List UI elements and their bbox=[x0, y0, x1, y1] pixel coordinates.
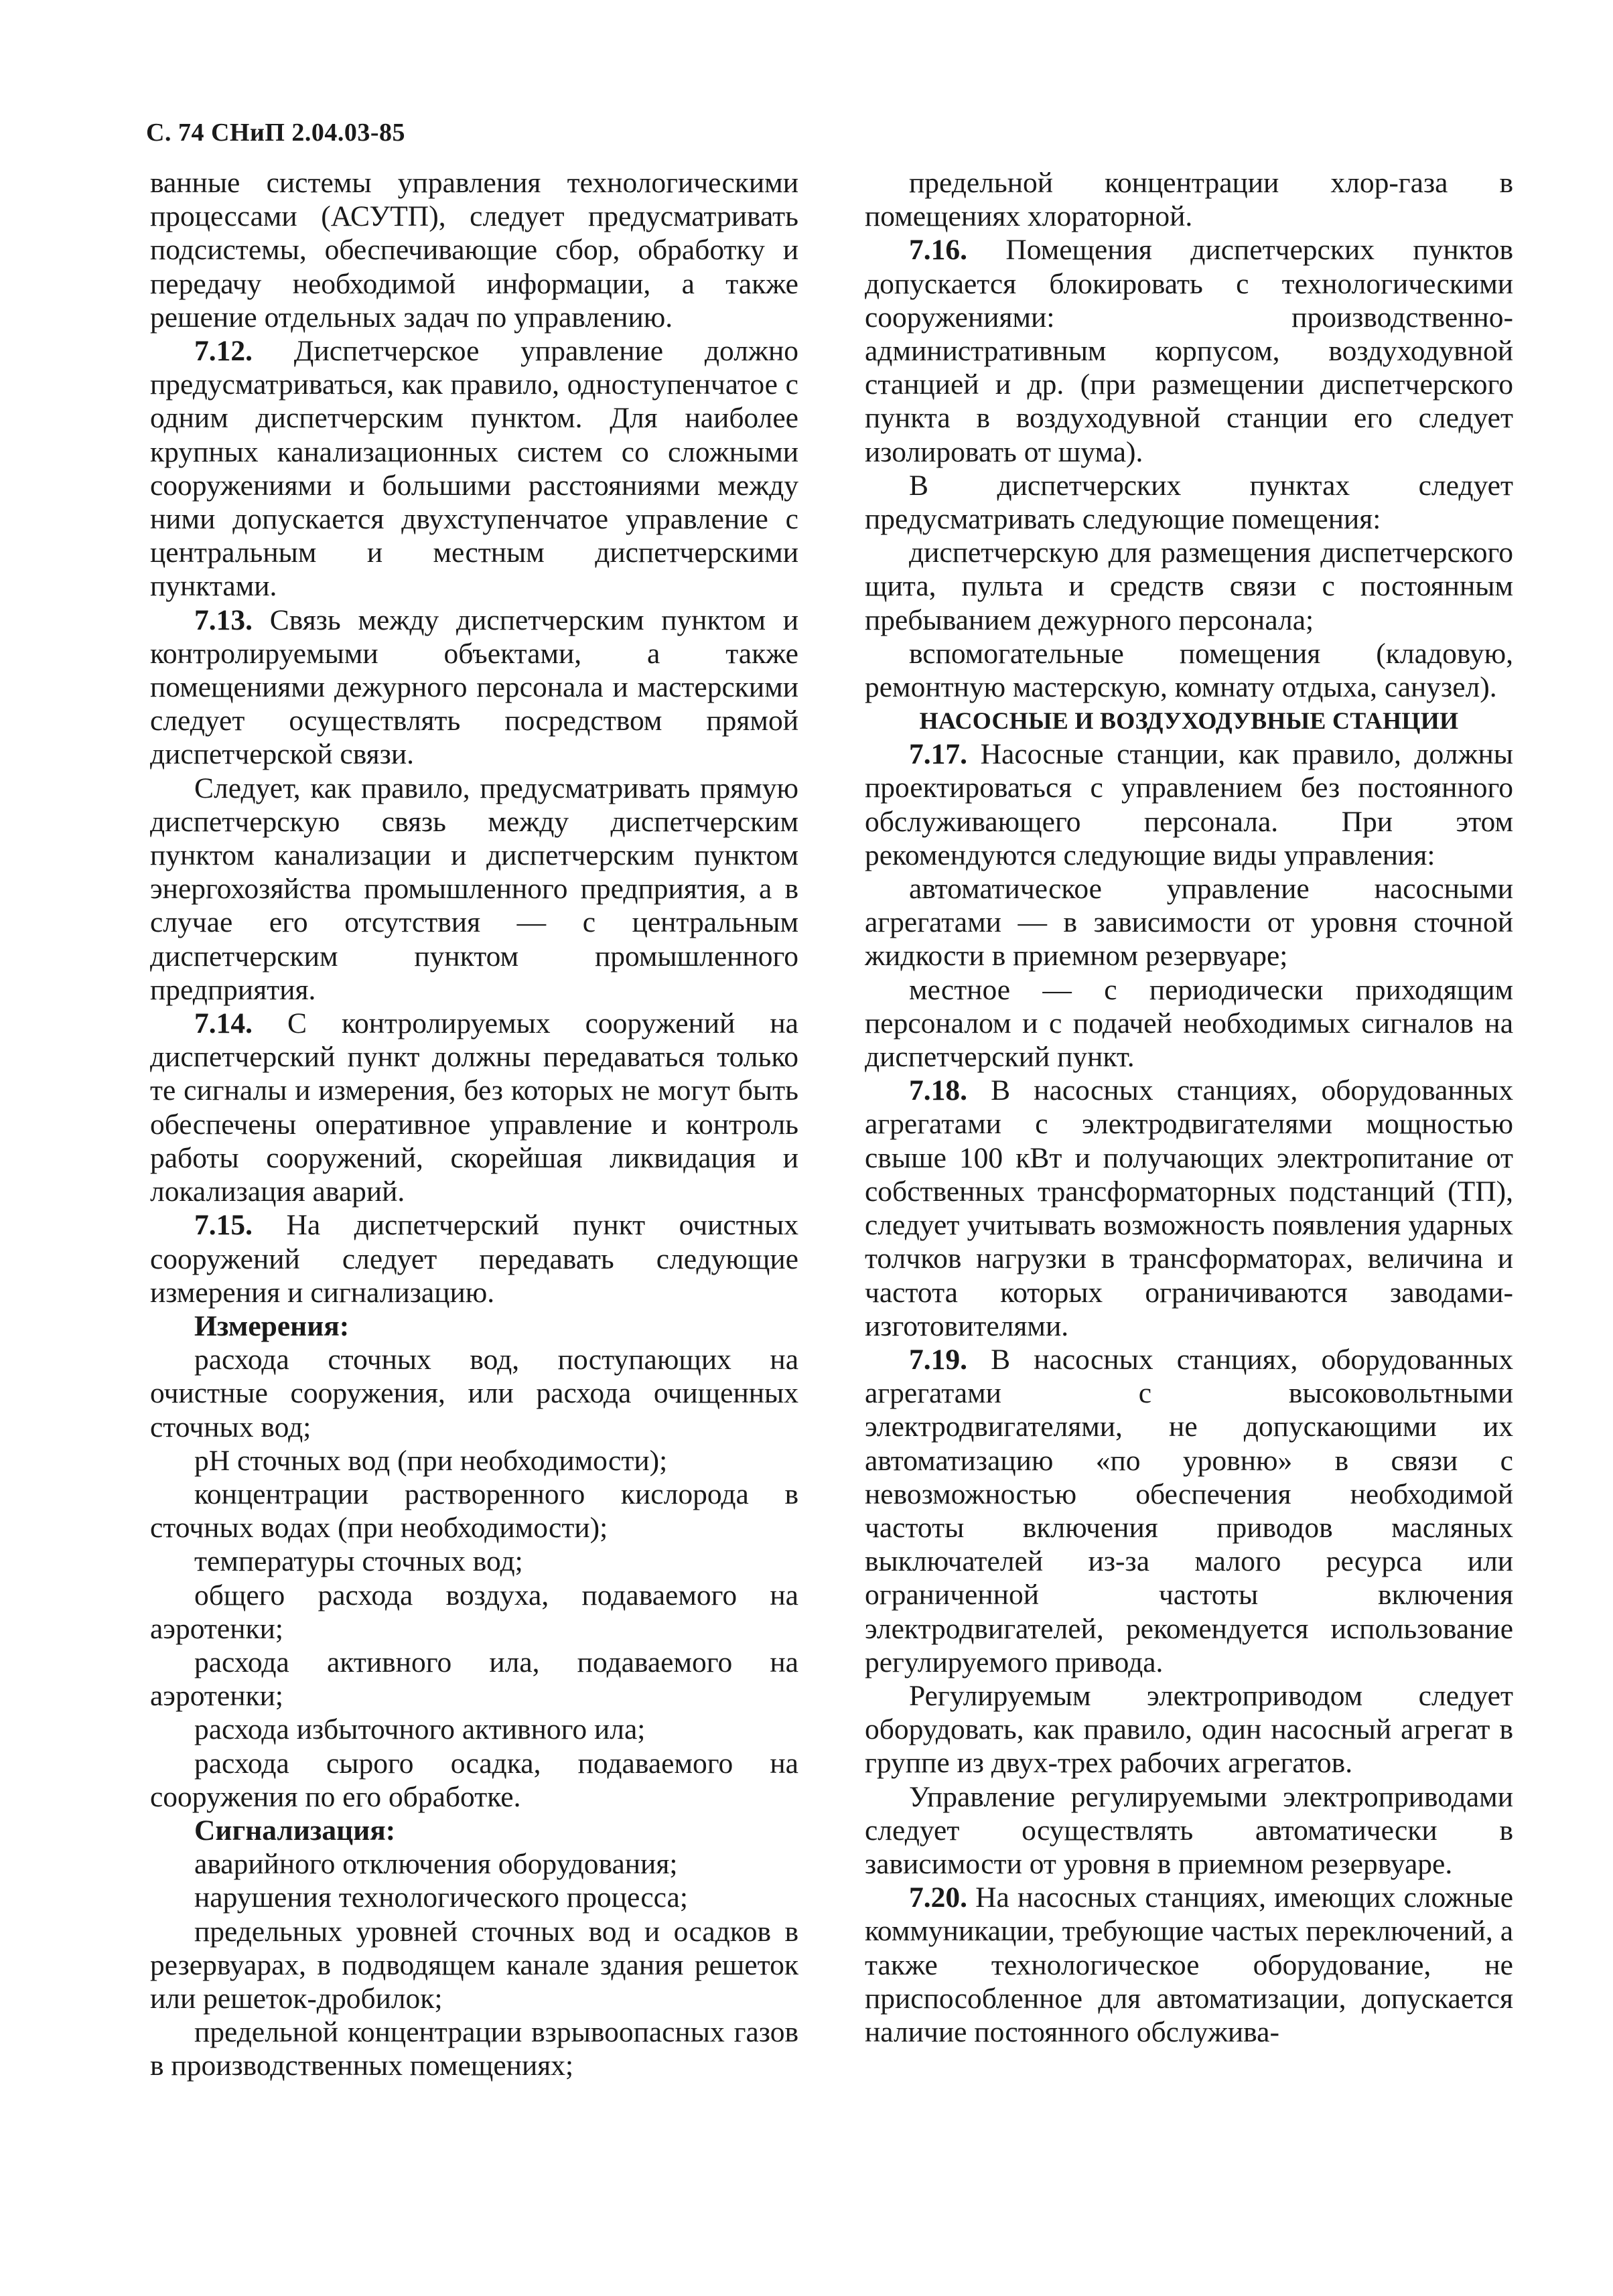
list-item: автоматическое управление насосными агрегатами — в зависимости от уровня сточной жидкости в приемном резервуаре; bbox=[865, 873, 1513, 973]
clause-text: В насосных станциях, оборудованных агрегатами с электродвигателями мощностью свыше 100 кВт и получающих электропитание от собственных трансформаторных подстанций (ТП), следует учитывать возможность появления ударных толчков нагрузки в трансформаторах, величина и частота которых ограничиваются заводами-изготовителями. bbox=[865, 1074, 1513, 1342]
list-item: расхода избыточного активного ила; bbox=[194, 1713, 646, 1746]
clause-text: С контролируемых сооружений на диспетчерский пункт должны передаваться только те сигналы и измерения, без которых не могут быть обеспечены оперативное управление и контроль работы сооружений, скорейшая ликвидация и локализация аварий. bbox=[150, 1007, 798, 1208]
continued-paragraph: предельной концентрации хлор-газа в помещениях хлораторной. bbox=[865, 167, 1513, 233]
clause-text: Насосные станции, как правило, должны проектироваться с управлением без постоянного обслуживающего персонала. При этом рекомендуются следующие виды управления: bbox=[865, 738, 1513, 871]
clause-7-16 bbox=[865, 233, 1513, 468]
clause-number: 7.12. bbox=[194, 335, 253, 368]
list-item: концентрации растворенного кислорода в сточных водах (при необходимости); bbox=[150, 1478, 798, 1545]
clause-text: Диспетчерское управление должно предусматриваться, как правило, одноступенчатое с одним диспетчерским пунктом. Для наиболее крупных канализационных систем со сложными сооружениями и большими расстояниями между ними допускается двухступенчатое управление с центральным и местным диспетчерскими пунктами. bbox=[150, 335, 798, 603]
clause-number: 7.13. bbox=[194, 603, 253, 636]
clause-7-20 bbox=[865, 1881, 1513, 2049]
section-heading: НАСОСНЫЕ И ВОЗДУХОДУВНЫЕ СТАНЦИИ bbox=[919, 707, 1459, 735]
signals-label: Сигнализация: bbox=[194, 1814, 396, 1847]
clause-7-15 bbox=[150, 1208, 798, 1309]
list-item: диспетчерскую для размещения диспетчерского щита, пульта и средств связи с постоянным пребыванием дежурного персонала; bbox=[865, 536, 1513, 636]
clause-7-13 bbox=[150, 603, 798, 772]
list-item: расхода сточных вод, поступающих на очистные сооружения, или расхода очищенных сточных вод; bbox=[150, 1344, 798, 1443]
clause-7-19 bbox=[865, 1343, 1513, 1679]
clause-number: 7.17. bbox=[909, 738, 967, 771]
page-header: С. 74 СНиП 2.04.03-85 bbox=[146, 119, 406, 147]
clause-7-12 bbox=[150, 334, 798, 603]
continued-paragraph: ванные системы управления технологическими процессами (АСУТП), следует предусматривать подсистемы, обеспечивающие сбор, обработку и передачу необходимой информации, а также решение отдельных задач по управлению. bbox=[150, 167, 798, 334]
list-item: общего расхода воздуха, подаваемого на аэротенки; bbox=[150, 1579, 798, 1645]
paragraph: Регулируемым электроприводом следует оборудовать, как правило, один насосный агрегат в группе из двух-трех рабочих агрегатов. bbox=[865, 1679, 1513, 1780]
clause-number: 7.18. bbox=[909, 1074, 967, 1107]
paragraph: Следует, как правило, предусматривать прямую диспетчерскую связь между диспетчерским пунктом канализации и диспетчерским пунктом энергохозяйства промышленного предприятия, а в случае его отсутствия — с центральным диспетчерским пунктом промышленного предприятия. bbox=[150, 772, 798, 1006]
clause-number: 7.16. bbox=[909, 234, 967, 267]
paragraph: В диспетчерских пунктах следует предусматривать следующие помещения: bbox=[865, 469, 1513, 536]
list-item: pH сточных вод (при необходимости); bbox=[194, 1444, 668, 1477]
list-item: аварийного отключения оборудования; bbox=[194, 1848, 678, 1881]
list-item: предельных уровней сточных вод и осадков в резервуарах, в подводящем канале здания решеток или решеток-дробилок; bbox=[150, 1915, 798, 2015]
list-item: местное — с периодически приходящим персоналом и с подачей необходимых сигналов на диспетчерский пункт. bbox=[865, 973, 1513, 1074]
list-item: нарушения технологического процесса; bbox=[194, 1881, 688, 1914]
list-item: вспомогательные помещения (кладовую, ремонтную мастерскую, комнату отдыха, санузел). bbox=[865, 637, 1513, 704]
clause-text: Помещения диспетчерских пунктов допускается блокировать с технологическими сооружениями: производственно-административным корпусом, воздуходувной станцией и др. (при размещении диспетчерского пункта в воздуходувной станции его следует изолировать от шума). bbox=[865, 234, 1513, 468]
list-item: предельной концентрации взрывоопасных газов в производственных помещениях; bbox=[150, 2016, 798, 2082]
clause-7-18 bbox=[865, 1074, 1513, 1343]
clause-number: 7.19. bbox=[909, 1343, 967, 1376]
clause-7-14 bbox=[150, 1007, 798, 1208]
clause-text: В насосных станциях, оборудованных агрегатами с высоковольтными электродвигателями, не допускающими их автоматизацию «по уровню» в связи с невозможностью обеспечения необходимой частоты включения приводов масляных выключателей из-за малого ресурса или ограниченной частоты включения электродвигателей, рекомендуется использование регулируемого привода. bbox=[865, 1343, 1513, 1678]
clause-number: 7.15. bbox=[194, 1209, 253, 1242]
clause-number: 7.14. bbox=[194, 1007, 253, 1040]
left-column bbox=[150, 166, 798, 2083]
clause-number: 7.20. bbox=[909, 1881, 967, 1914]
list-item: расхода сырого осадка, подаваемого на сооружения по его обработке. bbox=[150, 1747, 798, 1813]
list-item: расхода активного ила, подаваемого на аэротенки; bbox=[150, 1646, 798, 1713]
paragraph: Управление регулируемыми электроприводами следует осуществлять автоматически в зависимости от уровня в приемном резервуаре. bbox=[865, 1780, 1513, 1880]
clause-7-17 bbox=[865, 737, 1513, 872]
measurements-label: Измерения: bbox=[194, 1309, 350, 1342]
clause-text: На диспетчерский пункт очистных сооружений следует передавать следующие измерения и сигнализацию. bbox=[150, 1209, 798, 1309]
right-column bbox=[865, 166, 1513, 2049]
list-item: температуры сточных вод; bbox=[194, 1545, 523, 1578]
clause-text: На насосных станциях, имеющих сложные коммуникации, требующие частых переключений, а также технологическое оборудование, не приспособленное для автоматизации, допускается наличие постоянного обслужива- bbox=[865, 1881, 1513, 2048]
clause-text: Связь между диспетчерским пунктом и контролируемыми объектами, а также помещениями дежурного персонала и мастерскими следует осуществлять посредством прямой диспетчерской связи. bbox=[150, 603, 798, 771]
